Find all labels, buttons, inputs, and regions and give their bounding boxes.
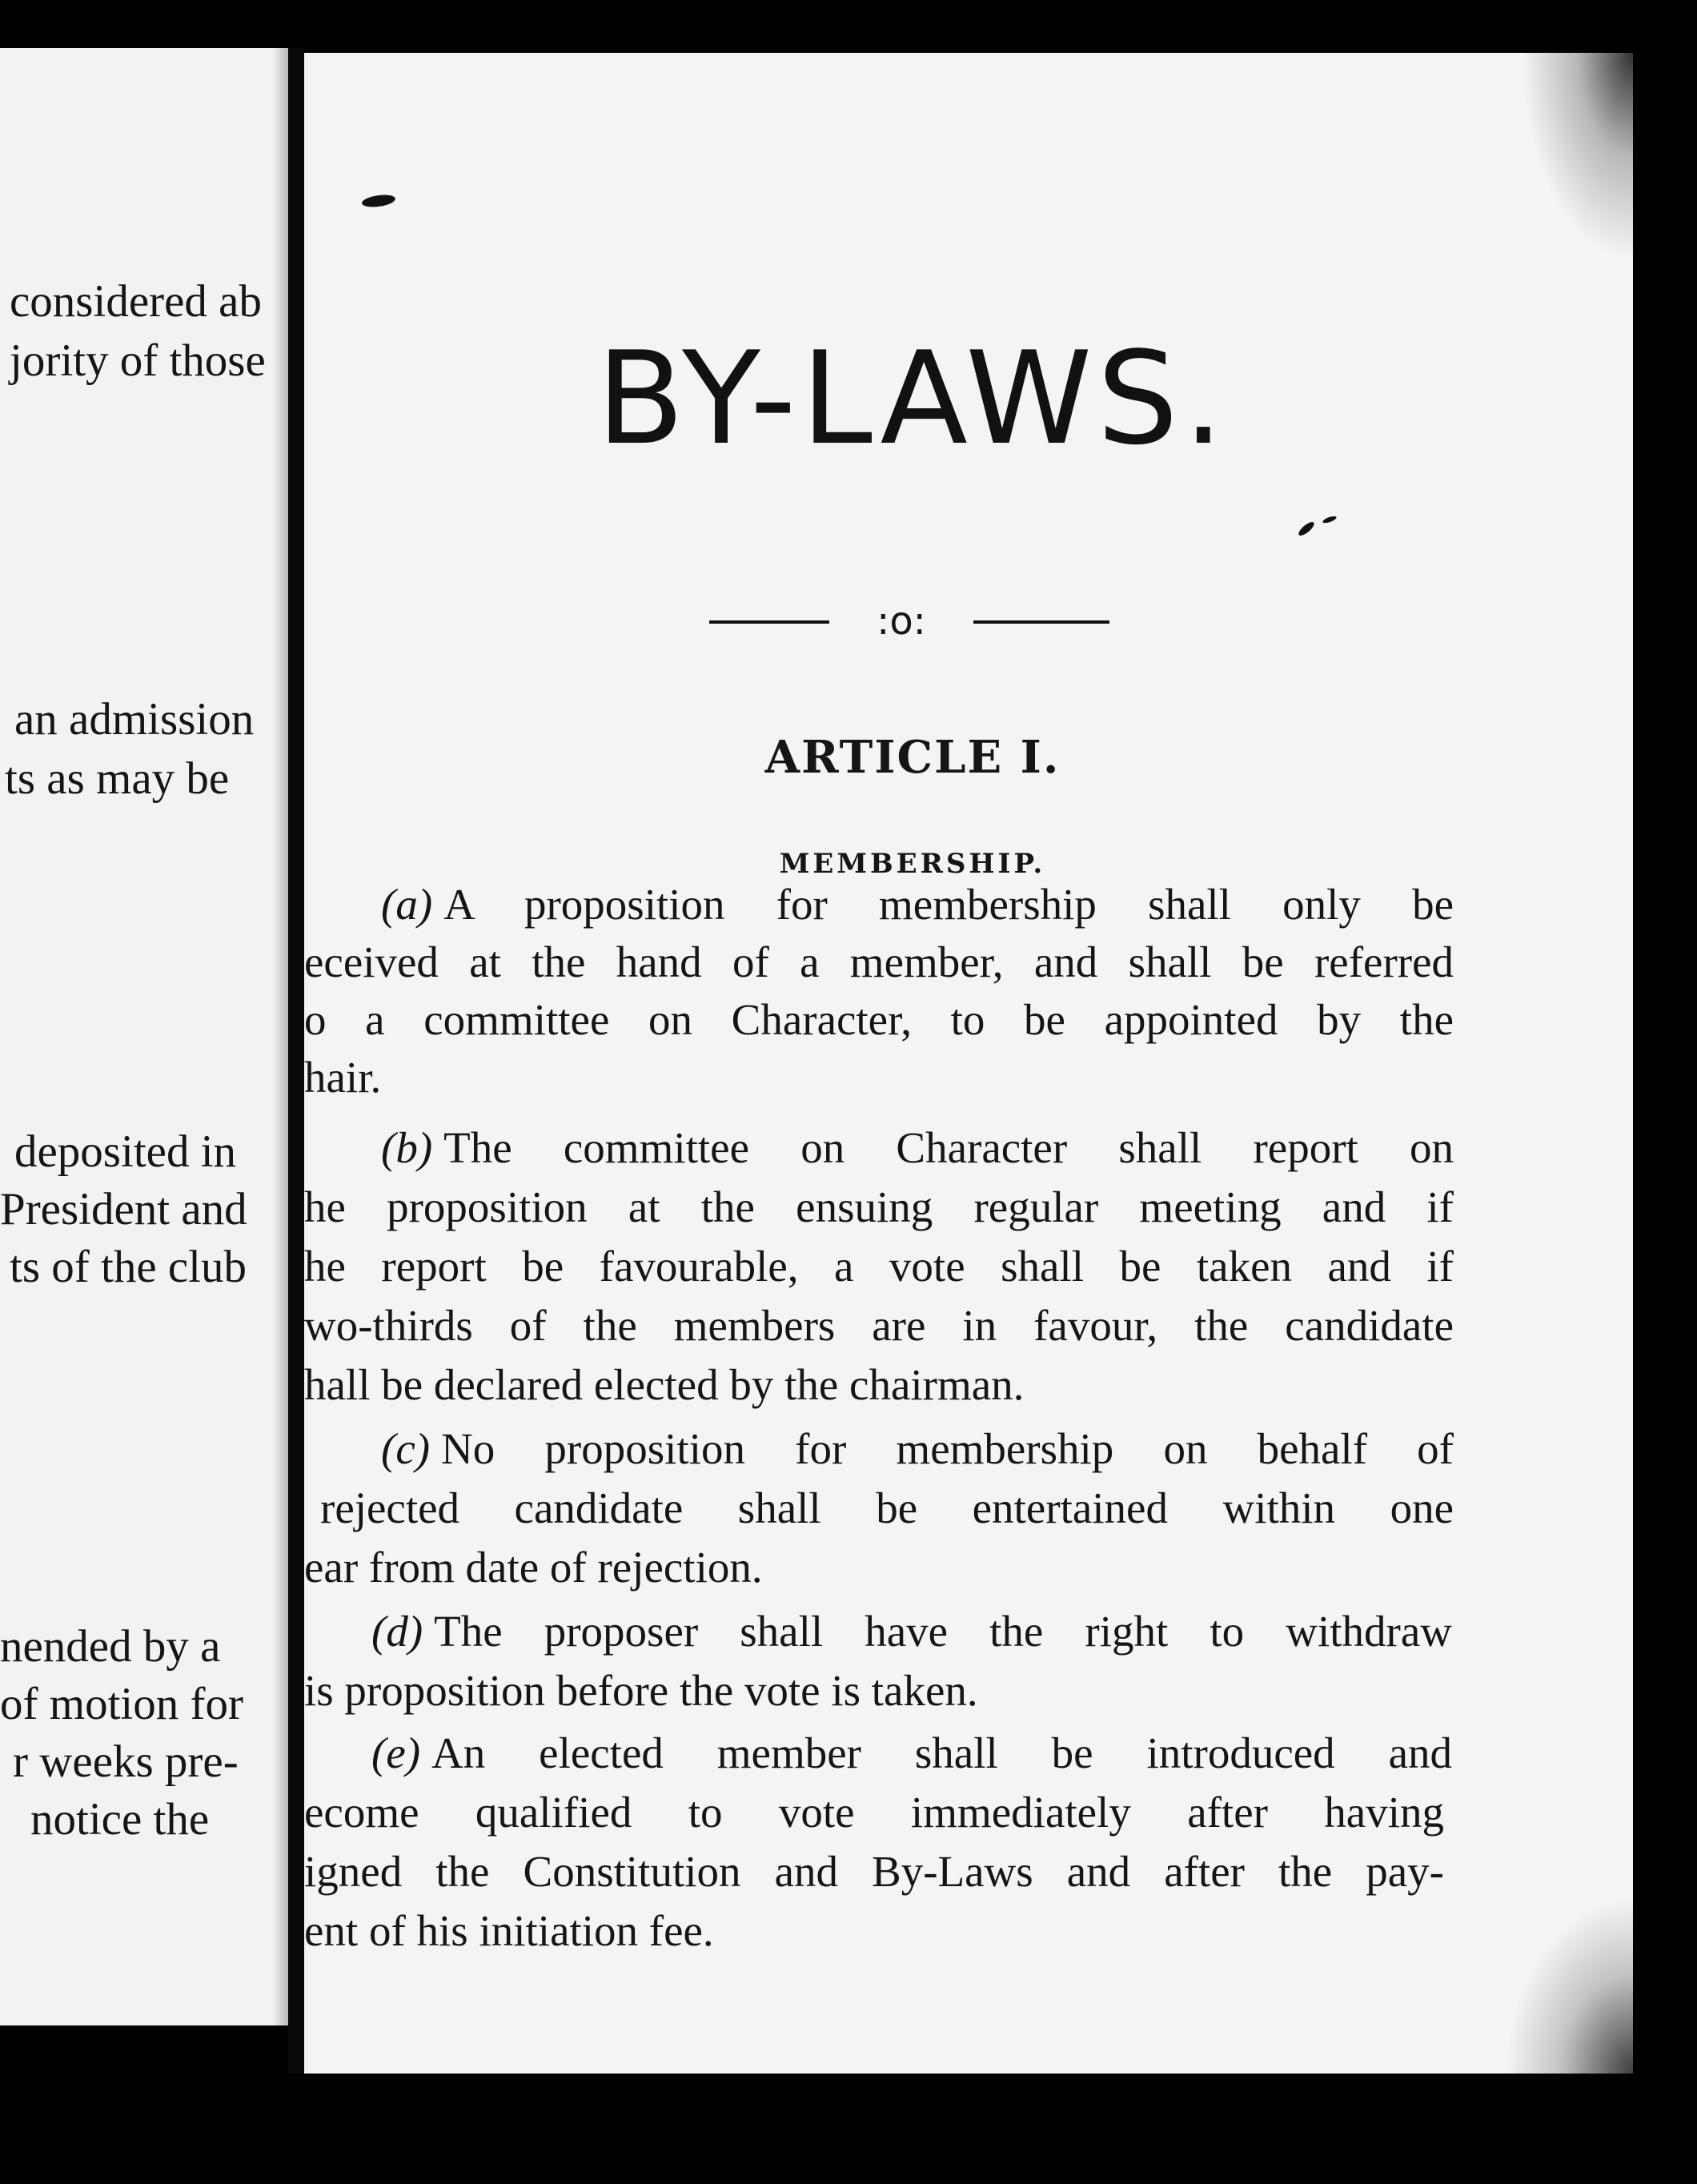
paragraph-line: hair. xyxy=(304,1053,382,1102)
book-gutter xyxy=(288,48,304,2074)
ornamental-divider xyxy=(709,597,1109,645)
paragraph-line xyxy=(381,880,1454,929)
paragraph-label: (b) xyxy=(381,1123,433,1172)
left-page-line: of motion for xyxy=(0,1679,243,1729)
left-page-line: nended by a xyxy=(0,1621,221,1672)
ink-speck xyxy=(1322,515,1338,524)
paragraph-label: (a) xyxy=(381,880,433,929)
left-page-line: jority of those xyxy=(10,335,266,386)
paragraph-line xyxy=(371,1607,1452,1656)
paragraph-line: eceived at the hand of a member, and shall be referred xyxy=(304,937,1454,986)
left-page-line: notice the xyxy=(30,1794,210,1845)
page-corner-shadow xyxy=(1505,1897,1633,2074)
paragraph-line xyxy=(371,1728,1452,1777)
divider-mark: :o: xyxy=(877,599,926,644)
left-page-line: ts as may be xyxy=(5,753,230,804)
paragraph-line: ent of his initiation fee. xyxy=(304,1906,714,1955)
ink-speck xyxy=(1297,520,1316,537)
paragraph-label: (c) xyxy=(381,1424,431,1473)
paragraph-line: hall be declared elected by the chairman. xyxy=(304,1360,1025,1409)
paragraph-text: The committee on Character shall report on xyxy=(443,1123,1454,1172)
gutter-shadow xyxy=(272,48,290,2025)
left-page-line: an admission xyxy=(14,694,255,745)
page-corner-shadow xyxy=(1521,53,1633,261)
paragraph-line: wo-thirds of the members are in favour, the candidate xyxy=(304,1301,1454,1350)
paragraph-line: is proposition before the vote is taken. xyxy=(304,1666,978,1715)
paragraph-text: A proposition for membership shall only be xyxy=(443,880,1454,929)
left-page-line: r weeks pre- xyxy=(13,1736,239,1787)
left-page-line: President and xyxy=(0,1184,247,1235)
left-page-line: ts of the club xyxy=(10,1242,247,1292)
paragraph-text: No proposition for membership on behalf of xyxy=(441,1424,1454,1473)
page-title: BY-LAWS. xyxy=(596,323,1229,473)
left-facing-page xyxy=(0,48,298,2025)
divider-rule xyxy=(973,620,1109,624)
article-heading: ARTICLE I. xyxy=(764,731,1061,784)
divider-rule xyxy=(709,620,829,624)
section-heading: MEMBERSHIP. xyxy=(779,848,1046,880)
left-page-line: deposited in xyxy=(14,1126,237,1177)
paragraph-line: ear from date of rejection. xyxy=(304,1543,763,1592)
paragraph-text: The proposer shall have the right to withdraw xyxy=(434,1607,1452,1656)
paragraph-line: rejected candidate shall be entertained within one xyxy=(320,1483,1454,1532)
paragraph-line: he report be favourable, a vote shall be taken and if xyxy=(304,1242,1454,1291)
paragraph-text: An elected member shall be introduced and xyxy=(431,1728,1452,1777)
paragraph-line: he proposition at the ensuing regular meeting and if xyxy=(304,1182,1454,1231)
paragraph-label: (d) xyxy=(371,1607,423,1656)
paragraph-line xyxy=(381,1123,1454,1172)
left-page-line: considered ab xyxy=(10,276,262,327)
right-page xyxy=(304,53,1633,2074)
paragraph-line: o a committee on Character, to be appointed by the xyxy=(304,995,1454,1044)
paragraph-label: (e) xyxy=(371,1728,421,1777)
paragraph-line: ecome qualified to vote immediately after having xyxy=(304,1788,1444,1837)
ink-speck xyxy=(361,193,396,209)
paragraph-line xyxy=(381,1424,1454,1473)
paragraph-line: igned the Constitution and By-Laws and after the pay- xyxy=(304,1847,1444,1896)
